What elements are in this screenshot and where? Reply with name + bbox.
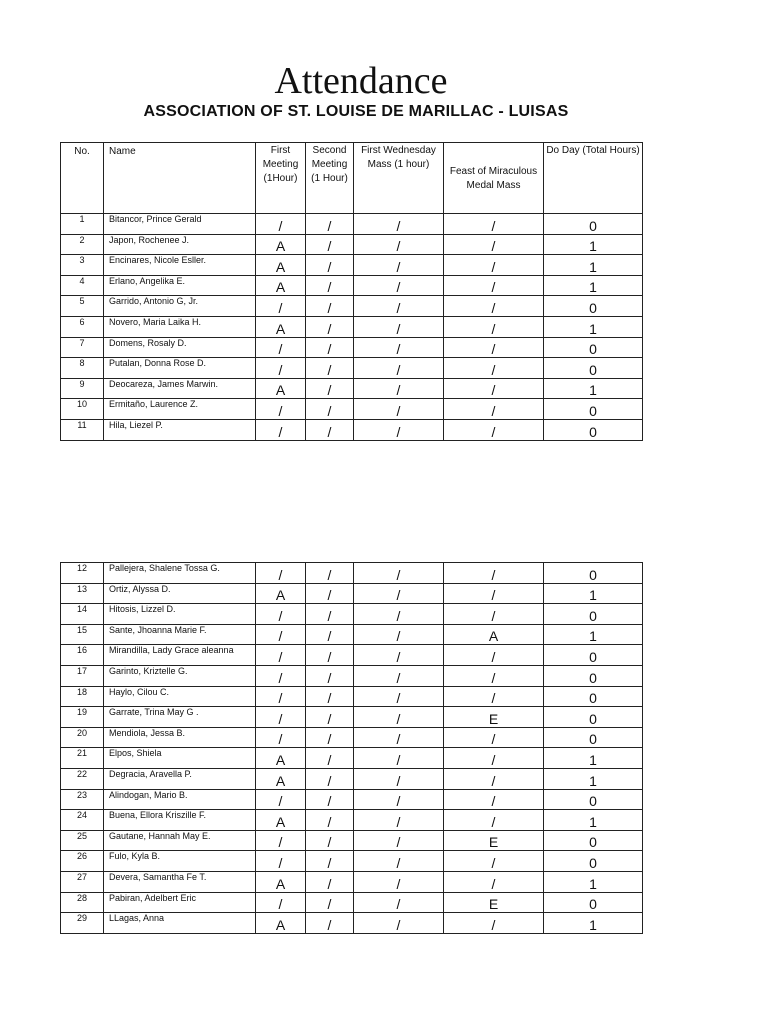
second-meeting-mark: / bbox=[306, 768, 354, 789]
do-day-hours: 1 bbox=[544, 316, 643, 337]
first-wednesday-mark: / bbox=[354, 748, 444, 769]
first-meeting-mark: / bbox=[256, 851, 306, 872]
do-day-hours: 0 bbox=[544, 707, 643, 728]
first-meeting-mark: / bbox=[256, 645, 306, 666]
first-wednesday-mark: / bbox=[354, 275, 444, 296]
first-meeting-mark: / bbox=[256, 892, 306, 913]
do-day-hours: 1 bbox=[544, 810, 643, 831]
second-meeting-mark: / bbox=[306, 851, 354, 872]
table-row bbox=[61, 358, 643, 379]
first-wednesday-mark: / bbox=[354, 810, 444, 831]
feast-mass-mark: / bbox=[444, 665, 544, 686]
do-day-hours: 0 bbox=[544, 789, 643, 810]
table-row bbox=[61, 707, 643, 728]
first-wednesday-mark: / bbox=[354, 892, 444, 913]
second-meeting-mark: / bbox=[306, 358, 354, 379]
first-wednesday-mark: / bbox=[354, 316, 444, 337]
member-name: Ermitaño, Laurence Z. bbox=[104, 399, 256, 420]
feast-mass-mark: / bbox=[444, 378, 544, 399]
page-title: Attendance bbox=[274, 60, 448, 102]
first-meeting-mark: / bbox=[256, 830, 306, 851]
second-meeting-mark: / bbox=[306, 830, 354, 851]
first-meeting-mark: A bbox=[256, 748, 306, 769]
first-meeting-mark: / bbox=[256, 789, 306, 810]
second-meeting-mark: / bbox=[306, 624, 354, 645]
member-name: LLagas, Anna bbox=[104, 913, 256, 934]
member-number: 14 bbox=[61, 604, 104, 625]
member-name: Pallejera, Shalene Tossa G. bbox=[104, 563, 256, 584]
second-meeting-mark: / bbox=[306, 563, 354, 584]
feast-mass-mark: / bbox=[444, 337, 544, 358]
member-name: Bitancor, Prince Gerald bbox=[104, 214, 256, 235]
member-number: 20 bbox=[61, 727, 104, 748]
member-number: 4 bbox=[61, 275, 104, 296]
member-name: Fulo, Kyla B. bbox=[104, 851, 256, 872]
member-number: 3 bbox=[61, 255, 104, 276]
first-meeting-mark: A bbox=[256, 810, 306, 831]
first-meeting-mark: A bbox=[256, 316, 306, 337]
do-day-hours: 0 bbox=[544, 851, 643, 872]
do-day-hours: 0 bbox=[544, 563, 643, 584]
first-wednesday-mark: / bbox=[354, 665, 444, 686]
second-meeting-mark: / bbox=[306, 316, 354, 337]
feast-mass-mark: E bbox=[444, 830, 544, 851]
member-number: 18 bbox=[61, 686, 104, 707]
table-row bbox=[61, 913, 643, 934]
page-subtitle: ASSOCIATION OF ST. LOUISE DE MARILLAC - LUISAS bbox=[143, 103, 569, 120]
first-meeting-mark: / bbox=[256, 604, 306, 625]
feast-mass-mark: / bbox=[444, 234, 544, 255]
first-meeting-mark: / bbox=[256, 707, 306, 728]
member-name: Garinto, Kriztelle G. bbox=[104, 665, 256, 686]
member-name: Encinares, Nicole Esller. bbox=[104, 255, 256, 276]
first-meeting-mark: A bbox=[256, 583, 306, 604]
feast-mass-mark: / bbox=[444, 727, 544, 748]
first-wednesday-mark: / bbox=[354, 337, 444, 358]
first-meeting-mark: / bbox=[256, 624, 306, 645]
table-row bbox=[61, 583, 643, 604]
member-number: 7 bbox=[61, 337, 104, 358]
feast-mass-mark: A bbox=[444, 624, 544, 645]
table-row bbox=[61, 563, 643, 584]
feast-mass-mark: / bbox=[444, 686, 544, 707]
feast-mass-mark: / bbox=[444, 563, 544, 584]
member-number: 8 bbox=[61, 358, 104, 379]
feast-mass-mark: / bbox=[444, 871, 544, 892]
do-day-hours: 1 bbox=[544, 378, 643, 399]
first-meeting-mark: / bbox=[256, 399, 306, 420]
first-wednesday-mark: / bbox=[354, 583, 444, 604]
second-meeting-mark: / bbox=[306, 234, 354, 255]
feast-mass-mark: / bbox=[444, 810, 544, 831]
member-number: 23 bbox=[61, 789, 104, 810]
do-day-hours: 0 bbox=[544, 296, 643, 317]
member-name: Haylo, Cilou C. bbox=[104, 686, 256, 707]
feast-mass-mark: / bbox=[444, 275, 544, 296]
header-no: No. bbox=[61, 143, 104, 214]
table-row bbox=[61, 378, 643, 399]
second-meeting-mark: / bbox=[306, 727, 354, 748]
second-meeting-mark: / bbox=[306, 810, 354, 831]
second-meeting-mark: / bbox=[306, 583, 354, 604]
member-number: 19 bbox=[61, 707, 104, 728]
member-name: Alindogan, Mario B. bbox=[104, 789, 256, 810]
first-wednesday-mark: / bbox=[354, 727, 444, 748]
second-meeting-mark: / bbox=[306, 378, 354, 399]
first-meeting-mark: / bbox=[256, 419, 306, 440]
member-number: 24 bbox=[61, 810, 104, 831]
second-meeting-mark: / bbox=[306, 214, 354, 235]
table-row bbox=[61, 665, 643, 686]
second-meeting-mark: / bbox=[306, 419, 354, 440]
member-name: Elpos, Shiela bbox=[104, 748, 256, 769]
member-number: 29 bbox=[61, 913, 104, 934]
first-meeting-mark: A bbox=[256, 871, 306, 892]
table-row bbox=[61, 851, 643, 872]
first-meeting-mark: A bbox=[256, 255, 306, 276]
member-number: 11 bbox=[61, 419, 104, 440]
table-row bbox=[61, 316, 643, 337]
feast-mass-mark: / bbox=[444, 604, 544, 625]
member-number: 28 bbox=[61, 892, 104, 913]
member-number: 10 bbox=[61, 399, 104, 420]
do-day-hours: 1 bbox=[544, 624, 643, 645]
first-meeting-mark: A bbox=[256, 768, 306, 789]
table-row bbox=[61, 419, 643, 440]
table-row bbox=[61, 686, 643, 707]
do-day-hours: 0 bbox=[544, 419, 643, 440]
first-wednesday-mark: / bbox=[354, 851, 444, 872]
first-wednesday-mark: / bbox=[354, 830, 444, 851]
member-name: Mirandilla, Lady Grace aleanna bbox=[104, 645, 256, 666]
first-meeting-mark: A bbox=[256, 378, 306, 399]
header-name: Name bbox=[104, 143, 256, 214]
member-name: Putalan, Donna Rose D. bbox=[104, 358, 256, 379]
member-number: 21 bbox=[61, 748, 104, 769]
feast-mass-mark: E bbox=[444, 707, 544, 728]
member-number: 1 bbox=[61, 214, 104, 235]
do-day-hours: 0 bbox=[544, 399, 643, 420]
feast-mass-mark: / bbox=[444, 399, 544, 420]
second-meeting-mark: / bbox=[306, 255, 354, 276]
first-meeting-mark: / bbox=[256, 563, 306, 584]
do-day-hours: 1 bbox=[544, 583, 643, 604]
table-row bbox=[61, 337, 643, 358]
first-wednesday-mark: / bbox=[354, 707, 444, 728]
first-meeting-mark: / bbox=[256, 358, 306, 379]
member-name: Pabiran, Adelbert Eric bbox=[104, 892, 256, 913]
first-wednesday-mark: / bbox=[354, 563, 444, 584]
member-number: 15 bbox=[61, 624, 104, 645]
table-row bbox=[61, 275, 643, 296]
header-do-day-total-hours: Do Day (Total Hours) bbox=[544, 143, 643, 214]
table-row bbox=[61, 399, 643, 420]
member-name: Gautane, Hannah May E. bbox=[104, 830, 256, 851]
member-number: 12 bbox=[61, 563, 104, 584]
second-meeting-mark: / bbox=[306, 665, 354, 686]
first-meeting-mark: / bbox=[256, 296, 306, 317]
do-day-hours: 1 bbox=[544, 748, 643, 769]
member-number: 22 bbox=[61, 768, 104, 789]
table-row bbox=[61, 624, 643, 645]
feast-mass-mark: / bbox=[444, 358, 544, 379]
first-meeting-mark: A bbox=[256, 913, 306, 934]
do-day-hours: 1 bbox=[544, 768, 643, 789]
second-meeting-mark: / bbox=[306, 296, 354, 317]
feast-mass-mark: / bbox=[444, 789, 544, 810]
do-day-hours: 0 bbox=[544, 830, 643, 851]
header-first-wednesday-mass: First Wednesday Mass (1 hour) bbox=[354, 143, 444, 214]
table-row bbox=[61, 810, 643, 831]
first-wednesday-mark: / bbox=[354, 378, 444, 399]
first-wednesday-mark: / bbox=[354, 604, 444, 625]
second-meeting-mark: / bbox=[306, 913, 354, 934]
second-meeting-mark: / bbox=[306, 789, 354, 810]
table-row bbox=[61, 214, 643, 235]
member-name: Hila, Liezel P. bbox=[104, 419, 256, 440]
second-meeting-mark: / bbox=[306, 645, 354, 666]
second-meeting-mark: / bbox=[306, 686, 354, 707]
second-meeting-mark: / bbox=[306, 604, 354, 625]
member-name: Erlano, Angelika E. bbox=[104, 275, 256, 296]
do-day-hours: 1 bbox=[544, 234, 643, 255]
second-meeting-mark: / bbox=[306, 399, 354, 420]
table-row bbox=[61, 604, 643, 625]
header-second-meeting: Second Meeting (1 Hour) bbox=[306, 143, 354, 214]
do-day-hours: 0 bbox=[544, 214, 643, 235]
first-wednesday-mark: / bbox=[354, 296, 444, 317]
header-feast-mass: Feast of Miraculous Medal Mass bbox=[444, 143, 544, 214]
first-meeting-mark: / bbox=[256, 727, 306, 748]
first-meeting-mark: / bbox=[256, 686, 306, 707]
table-row bbox=[61, 789, 643, 810]
member-number: 13 bbox=[61, 583, 104, 604]
member-number: 5 bbox=[61, 296, 104, 317]
member-number: 25 bbox=[61, 830, 104, 851]
table-row bbox=[61, 234, 643, 255]
do-day-hours: 1 bbox=[544, 255, 643, 276]
feast-mass-mark: / bbox=[444, 255, 544, 276]
table-row bbox=[61, 830, 643, 851]
first-meeting-mark: / bbox=[256, 214, 306, 235]
second-meeting-mark: / bbox=[306, 871, 354, 892]
first-meeting-mark: A bbox=[256, 234, 306, 255]
second-meeting-mark: / bbox=[306, 275, 354, 296]
first-meeting-mark: / bbox=[256, 665, 306, 686]
do-day-hours: 1 bbox=[544, 913, 643, 934]
table-row bbox=[61, 892, 643, 913]
do-day-hours: 1 bbox=[544, 871, 643, 892]
member-number: 6 bbox=[61, 316, 104, 337]
member-name: Novero, Maria Laika H. bbox=[104, 316, 256, 337]
feast-mass-mark: / bbox=[444, 583, 544, 604]
feast-mass-mark: / bbox=[444, 748, 544, 769]
first-wednesday-mark: / bbox=[354, 686, 444, 707]
member-name: Hitosis, Lizzel D. bbox=[104, 604, 256, 625]
feast-mass-mark: / bbox=[444, 768, 544, 789]
do-day-hours: 0 bbox=[544, 337, 643, 358]
member-name: Garrate, Trina May G . bbox=[104, 707, 256, 728]
header-row bbox=[61, 143, 643, 214]
attendance-table-top bbox=[60, 142, 643, 441]
table-row bbox=[61, 255, 643, 276]
first-wednesday-mark: / bbox=[354, 645, 444, 666]
member-name: Garrido, Antonio G, Jr. bbox=[104, 296, 256, 317]
member-name: Deocareza, James Marwin. bbox=[104, 378, 256, 399]
member-name: Devera, Samantha Fe T. bbox=[104, 871, 256, 892]
first-wednesday-mark: / bbox=[354, 255, 444, 276]
member-number: 2 bbox=[61, 234, 104, 255]
feast-mass-mark: / bbox=[444, 419, 544, 440]
member-name: Sante, Jhoanna Marie F. bbox=[104, 624, 256, 645]
first-wednesday-mark: / bbox=[354, 871, 444, 892]
member-name: Domens, Rosaly D. bbox=[104, 337, 256, 358]
table-row bbox=[61, 871, 643, 892]
feast-mass-mark: E bbox=[444, 892, 544, 913]
do-day-hours: 0 bbox=[544, 665, 643, 686]
second-meeting-mark: / bbox=[306, 748, 354, 769]
do-day-hours: 0 bbox=[544, 645, 643, 666]
first-meeting-mark: A bbox=[256, 275, 306, 296]
second-meeting-mark: / bbox=[306, 337, 354, 358]
first-wednesday-mark: / bbox=[354, 419, 444, 440]
table-row bbox=[61, 296, 643, 317]
member-number: 17 bbox=[61, 665, 104, 686]
first-wednesday-mark: / bbox=[354, 234, 444, 255]
member-number: 27 bbox=[61, 871, 104, 892]
do-day-hours: 0 bbox=[544, 686, 643, 707]
first-wednesday-mark: / bbox=[354, 399, 444, 420]
table-row bbox=[61, 748, 643, 769]
member-name: Ortiz, Alyssa D. bbox=[104, 583, 256, 604]
first-wednesday-mark: / bbox=[354, 624, 444, 645]
first-wednesday-mark: / bbox=[354, 358, 444, 379]
table-row bbox=[61, 727, 643, 748]
first-wednesday-mark: / bbox=[354, 768, 444, 789]
member-name: Mendiola, Jessa B. bbox=[104, 727, 256, 748]
member-number: 16 bbox=[61, 645, 104, 666]
member-number: 26 bbox=[61, 851, 104, 872]
second-meeting-mark: / bbox=[306, 707, 354, 728]
do-day-hours: 0 bbox=[544, 358, 643, 379]
member-name: Buena, Ellora Kriszille F. bbox=[104, 810, 256, 831]
table-row bbox=[61, 645, 643, 666]
feast-mass-mark: / bbox=[444, 913, 544, 934]
do-day-hours: 0 bbox=[544, 727, 643, 748]
attendance-table-bottom bbox=[60, 562, 643, 934]
do-day-hours: 1 bbox=[544, 275, 643, 296]
feast-mass-mark: / bbox=[444, 851, 544, 872]
feast-mass-mark: / bbox=[444, 296, 544, 317]
first-meeting-mark: / bbox=[256, 337, 306, 358]
member-name: Japon, Rochenee J. bbox=[104, 234, 256, 255]
second-meeting-mark: / bbox=[306, 892, 354, 913]
header-first-meeting: First Meeting (1Hour) bbox=[256, 143, 306, 214]
feast-mass-mark: / bbox=[444, 645, 544, 666]
table-row bbox=[61, 768, 643, 789]
do-day-hours: 0 bbox=[544, 604, 643, 625]
feast-mass-mark: / bbox=[444, 214, 544, 235]
first-wednesday-mark: / bbox=[354, 913, 444, 934]
member-name: Degracia, Aravella P. bbox=[104, 768, 256, 789]
feast-mass-mark: / bbox=[444, 316, 544, 337]
first-wednesday-mark: / bbox=[354, 214, 444, 235]
first-wednesday-mark: / bbox=[354, 789, 444, 810]
do-day-hours: 0 bbox=[544, 892, 643, 913]
member-number: 9 bbox=[61, 378, 104, 399]
